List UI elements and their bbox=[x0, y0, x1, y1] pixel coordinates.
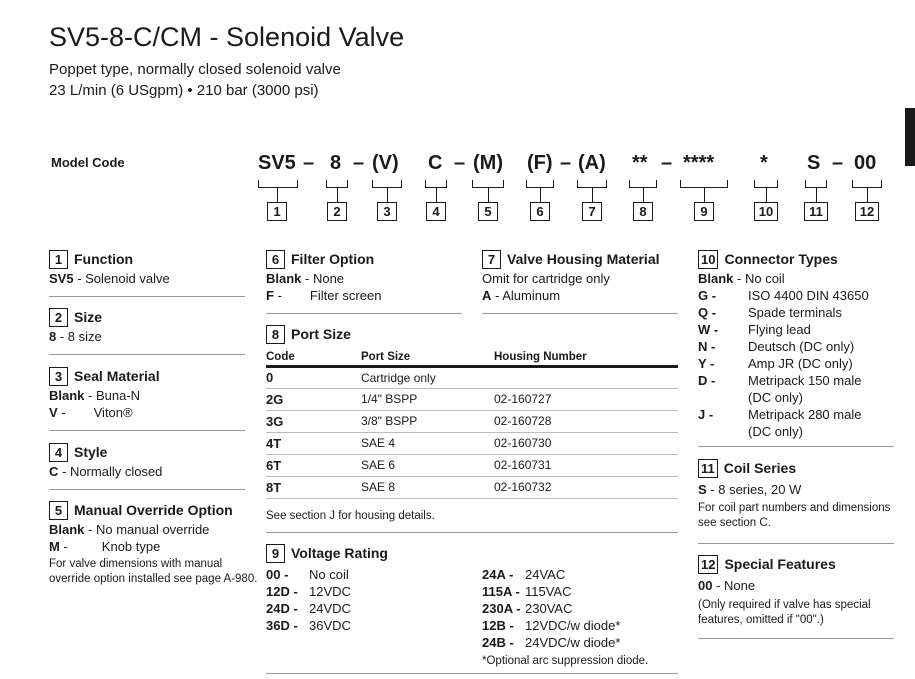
section-tab-marker bbox=[905, 108, 915, 166]
divider bbox=[698, 543, 894, 544]
section-title: Manual Override Option bbox=[74, 502, 233, 518]
code-seg-4: C bbox=[428, 152, 443, 174]
port-size-table bbox=[266, 350, 678, 499]
code-dash: – bbox=[661, 152, 673, 174]
code-bracket-10 bbox=[754, 180, 778, 188]
divider bbox=[266, 313, 462, 314]
seal-item: V - Viton® bbox=[49, 405, 133, 420]
section-title: Size bbox=[74, 309, 103, 325]
voltage-note: *Optional arc suppression diode. bbox=[482, 655, 649, 667]
code-seg-3: (V) bbox=[372, 152, 399, 174]
special-note: features, omitted if "00".) bbox=[698, 614, 824, 626]
subtitle-description: Poppet type, normally closed solenoid valve bbox=[49, 61, 341, 78]
col-header-port-size: Port Size bbox=[361, 350, 494, 366]
coil-note: For coil part numbers and dimensions bbox=[698, 502, 891, 514]
coil-item: S - 8 series, 20 W bbox=[698, 482, 802, 497]
divider bbox=[698, 446, 894, 447]
code-stem-6 bbox=[540, 188, 541, 202]
code-number-11: 11 bbox=[804, 202, 828, 221]
section-filter-option bbox=[266, 249, 381, 304]
divider bbox=[49, 430, 245, 431]
code-seg-2: 8 bbox=[330, 152, 342, 174]
code-stem-5 bbox=[488, 188, 489, 202]
code-number-10: 10 bbox=[754, 202, 778, 221]
code-seg-7: (A) bbox=[578, 152, 606, 174]
section-title: Coil Series bbox=[723, 460, 797, 476]
override-item: M - Knob type bbox=[49, 539, 161, 554]
section-number: 6 bbox=[266, 250, 285, 269]
override-note: For valve dimensions with manual bbox=[49, 558, 223, 570]
code-dash: – bbox=[560, 152, 572, 174]
code-stem-1 bbox=[277, 188, 278, 202]
code-bracket-3 bbox=[372, 180, 402, 188]
voltage-item: 12D - 12VDC bbox=[266, 584, 351, 599]
section-size bbox=[49, 307, 102, 345]
voltage-item: 12B - 12VDC/w diode* bbox=[482, 618, 621, 633]
table-row: 2G 1/4" BSPP 02-160727 bbox=[266, 388, 678, 410]
code-stem-7 bbox=[592, 188, 593, 202]
section-number: 2 bbox=[49, 308, 68, 327]
code-seg-8: ** bbox=[632, 152, 648, 174]
special-item: 00 - None bbox=[698, 578, 756, 593]
voltage-item: 24B - 24VDC/w diode* bbox=[482, 635, 621, 650]
code-number-3: 3 bbox=[377, 202, 397, 221]
code-seg-12: 00 bbox=[854, 152, 877, 174]
function-item: SV5 - Solenoid valve bbox=[49, 271, 170, 286]
connector-item: G - ISO 4400 DIN 43650 bbox=[698, 288, 869, 303]
code-stem-12 bbox=[867, 188, 868, 202]
code-number-12: 12 bbox=[855, 202, 879, 221]
code-stem-10 bbox=[766, 188, 767, 202]
section-special-features bbox=[698, 554, 871, 628]
divider bbox=[266, 673, 678, 674]
code-seg-11: S bbox=[807, 152, 821, 174]
code-seg-1: SV5 bbox=[258, 152, 296, 174]
title-name: Solenoid Valve bbox=[226, 22, 405, 52]
code-bracket-4 bbox=[425, 180, 447, 188]
code-dash: – bbox=[303, 152, 315, 174]
col-header-housing-number: Housing Number bbox=[494, 350, 678, 366]
special-note: (Only required if valve has special bbox=[698, 599, 871, 611]
section-title: Function bbox=[74, 251, 134, 267]
code-number-9: 9 bbox=[694, 202, 714, 221]
code-number-7: 7 bbox=[582, 202, 602, 221]
override-note: override option installed see page A-980. bbox=[49, 573, 258, 585]
voltage-item: 115A - 115VAC bbox=[482, 584, 572, 599]
section-connector-types bbox=[698, 249, 869, 440]
code-stem-2 bbox=[337, 188, 338, 202]
code-bracket-2 bbox=[326, 180, 348, 188]
connector-item: D - Metripack 150 male (DC only) bbox=[698, 373, 862, 405]
code-number-1: 1 bbox=[267, 202, 287, 221]
voltage-item: 230A - 230VAC bbox=[482, 601, 573, 616]
section-function bbox=[49, 249, 170, 287]
section-voltage-rating bbox=[266, 543, 388, 563]
section-number: 1 bbox=[49, 250, 68, 269]
table-row: 8T SAE 8 02-160732 bbox=[266, 476, 678, 498]
code-seg-9: **** bbox=[683, 152, 715, 174]
code-bracket-5 bbox=[472, 180, 504, 188]
section-valve-housing bbox=[482, 249, 660, 304]
divider bbox=[49, 354, 245, 355]
voltage-list-left bbox=[266, 566, 351, 634]
section-number: 12 bbox=[698, 555, 718, 574]
voltage-item: 24A - 24VAC bbox=[482, 567, 566, 582]
model-code-label: Model Code bbox=[51, 155, 125, 170]
code-seg-5: (M) bbox=[473, 152, 503, 174]
table-row: 3G 3/8" BSPP 02-160728 bbox=[266, 410, 678, 432]
port-size-note: See section J for housing details. bbox=[266, 510, 435, 522]
code-dash: – bbox=[353, 152, 365, 174]
divider bbox=[266, 532, 678, 533]
code-seg-6: (F) bbox=[527, 152, 553, 174]
code-dash: – bbox=[454, 152, 466, 174]
code-bracket-11 bbox=[805, 180, 827, 188]
code-stem-9 bbox=[704, 188, 705, 202]
section-title: Valve Housing Material bbox=[507, 251, 660, 267]
voltage-item: 00 - No coil bbox=[266, 567, 349, 582]
section-number: 9 bbox=[266, 544, 285, 563]
connector-item: Blank - No coil bbox=[698, 271, 785, 286]
table-row: 0 Cartridge only bbox=[266, 366, 678, 388]
code-stem-11 bbox=[816, 188, 817, 202]
code-bracket-7 bbox=[577, 180, 607, 188]
voltage-list-right bbox=[482, 566, 648, 669]
connector-item: N - Deutsch (DC only) bbox=[698, 339, 855, 354]
section-number: 3 bbox=[49, 367, 68, 386]
code-bracket-1 bbox=[258, 180, 298, 188]
code-bracket-8 bbox=[629, 180, 657, 188]
section-title: Style bbox=[74, 444, 108, 460]
divider bbox=[49, 296, 245, 297]
col-header-code: Code bbox=[266, 350, 361, 366]
code-stem-3 bbox=[387, 188, 388, 202]
connector-item: Q - Spade terminals bbox=[698, 305, 842, 320]
connector-item: W - Flying lead bbox=[698, 322, 811, 337]
section-title: Connector Types bbox=[724, 251, 838, 267]
code-number-6: 6 bbox=[530, 202, 550, 221]
divider bbox=[698, 638, 894, 639]
housing-note: Omit for cartridge only bbox=[482, 271, 610, 286]
section-coil-series bbox=[698, 458, 890, 531]
code-number-5: 5 bbox=[478, 202, 498, 221]
filter-item: F - Filter screen bbox=[266, 288, 382, 303]
voltage-item: 24D - 24VDC bbox=[266, 601, 351, 616]
code-bracket-9 bbox=[680, 180, 728, 188]
code-bracket-12 bbox=[852, 180, 882, 188]
size-item: 8 - 8 size bbox=[49, 329, 102, 344]
section-manual-override bbox=[49, 500, 257, 587]
page-title bbox=[49, 22, 404, 53]
section-style bbox=[49, 442, 162, 480]
section-seal-material bbox=[49, 366, 160, 421]
divider bbox=[49, 489, 245, 490]
code-dash: – bbox=[832, 152, 844, 174]
section-title: Seal Material bbox=[74, 368, 160, 384]
style-item: C - Normally closed bbox=[49, 464, 163, 479]
housing-item: A - Aluminum bbox=[482, 288, 561, 303]
table-row: 4T SAE 4 02-160730 bbox=[266, 432, 678, 454]
seal-item: Blank - Buna-N bbox=[49, 388, 141, 403]
code-seg-10: * bbox=[760, 152, 768, 174]
section-title: Special Features bbox=[724, 556, 836, 572]
section-number: 8 bbox=[266, 325, 285, 344]
section-title: Port Size bbox=[291, 326, 351, 342]
coil-note: see section C. bbox=[698, 517, 771, 529]
code-number-4: 4 bbox=[426, 202, 446, 221]
section-title: Voltage Rating bbox=[291, 545, 388, 561]
title-model: SV5-8-C/CM bbox=[49, 22, 203, 52]
connector-item: Y - Amp JR (DC only) bbox=[698, 356, 853, 371]
code-number-8: 8 bbox=[633, 202, 653, 221]
override-item: Blank - No manual override bbox=[49, 522, 210, 537]
code-bracket-6 bbox=[526, 180, 554, 188]
section-number: 4 bbox=[49, 443, 68, 462]
table-row: 6T SAE 6 02-160731 bbox=[266, 454, 678, 476]
section-number: 5 bbox=[49, 501, 68, 520]
code-stem-8 bbox=[643, 188, 644, 202]
section-port-size bbox=[266, 324, 351, 344]
section-number: 10 bbox=[698, 250, 718, 269]
voltage-item: 36D - 36VDC bbox=[266, 618, 351, 633]
subtitle-ratings: 23 L/min (6 USgpm) • 210 bar (3000 psi) bbox=[49, 82, 319, 99]
section-title: Filter Option bbox=[291, 251, 375, 267]
title-sep: - bbox=[202, 22, 227, 52]
section-number: 7 bbox=[482, 250, 501, 269]
filter-item: Blank - None bbox=[266, 271, 345, 286]
divider bbox=[482, 313, 678, 314]
section-number: 11 bbox=[698, 459, 718, 478]
connector-item: J - Metripack 280 male (DC only) bbox=[698, 407, 862, 439]
code-stem-4 bbox=[436, 188, 437, 202]
code-number-2: 2 bbox=[327, 202, 347, 221]
